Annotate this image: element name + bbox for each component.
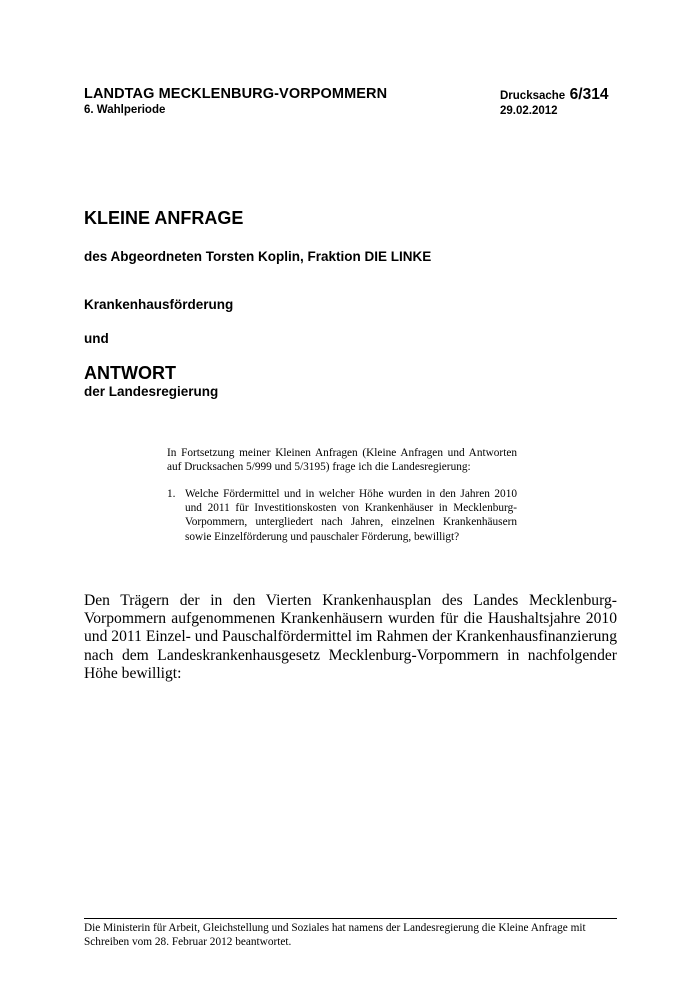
topic-heading: Krankenhausförderung [84, 297, 234, 312]
document-title: KLEINE ANFRAGE [84, 208, 244, 228]
question-text: Welche Fördermittel und in welcher Höhe wurden in den Jahren 2010 und 2011 für Investitionskosten von Krankenhäuser in Mecklenburg-Vorpommern, untergliedert nach Jahren, einzelnen Krankenhäusern sowie Einzelförderung und pauschaler Förderung, bewilligt? [185, 488, 517, 543]
drucksache-label: Drucksache [500, 90, 566, 102]
election-period: 6. Wahlperiode [84, 104, 166, 116]
footnote: Die Ministerin für Arbeit, Gleichstellung und Soziales hat namens der Landesregierung die Kleine Anfrage mit Schreiben vom 28. Februar 2012 beantwortet. [84, 922, 586, 948]
author-line: des Abgeordneten Torsten Koplin, Fraktion DIE LINKE [84, 249, 432, 264]
drucksache-number: 6/314 [569, 86, 609, 103]
question-number: 1. [167, 488, 176, 500]
antwort-heading: ANTWORT [84, 363, 176, 383]
und-connector: und [84, 331, 109, 346]
footnote-divider [84, 918, 617, 919]
document-header-left [84, 86, 387, 116]
intro-paragraph: In Fortsetzung meiner Kleinen Anfragen (Kleine Anfragen und Antworten auf Drucksachen 5/999 und 5/3195) frage ich die Landesregierung: [167, 447, 517, 474]
document-date: 29.02.2012 [500, 105, 558, 117]
drucksache-line [500, 86, 608, 104]
parliament-name: LANDTAG MECKLENBURG-VORPOMMERN [84, 86, 388, 102]
antwort-subheading: der Landesregierung [84, 384, 219, 399]
answer-paragraph: Den Trägern der in den Vierten Krankenhausplan des Landes Mecklenburg-Vorpommern aufgenommenen Krankenhäusern wurden für die Haushaltsjahre 2010 und 2011 Einzel- und Pauschalfördermittel im Rahmen der Krankenhausfinanzierung nach dem Landeskrankenhausgesetz Mecklenburg-Vorpommern in nachfolgender Höhe bewilligt: [84, 592, 617, 682]
question-item [167, 487, 517, 544]
document-header-right [500, 86, 608, 117]
